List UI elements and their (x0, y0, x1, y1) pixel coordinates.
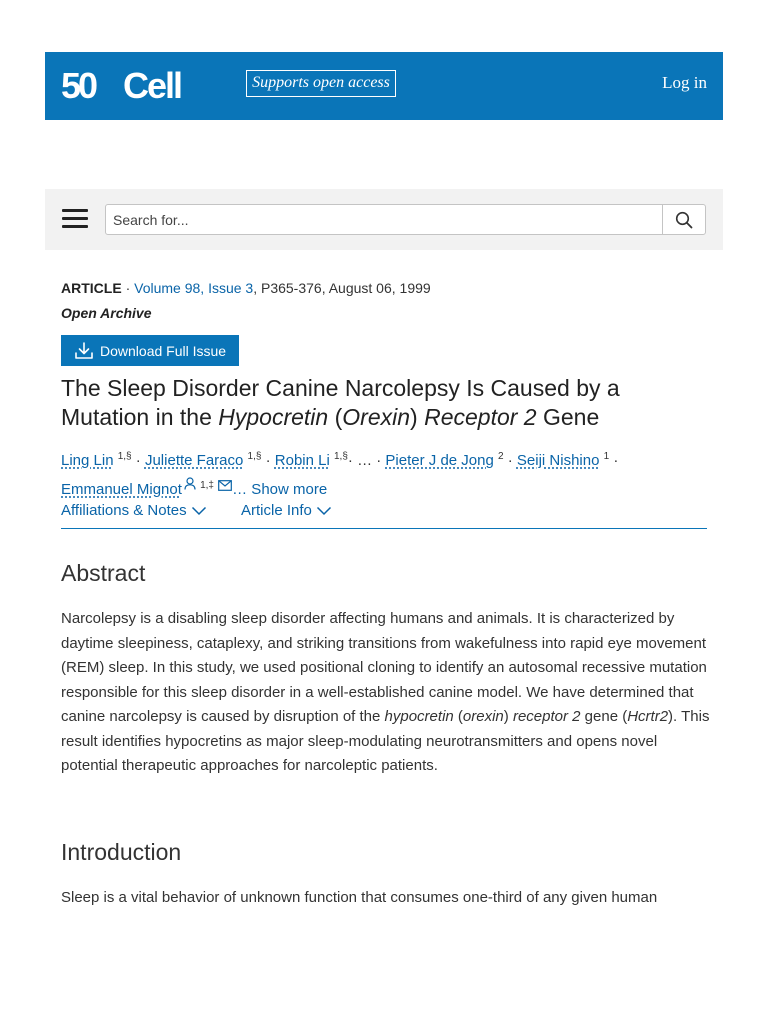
author-link[interactable]: Juliette Faraco (144, 452, 244, 469)
author-link[interactable]: Ling Lin (61, 452, 114, 469)
meta-separator: · (125, 280, 131, 296)
author-affiliation: 2 (498, 451, 504, 462)
article-tabs (61, 502, 707, 529)
email-icon[interactable] (218, 480, 232, 491)
author-ellipsis: … (357, 452, 373, 469)
open-access-badge[interactable]: Supports open access (246, 70, 396, 97)
person-icon (184, 477, 196, 490)
download-label: Download Full Issue (100, 342, 227, 359)
author-link[interactable]: Seiji Nishino (516, 452, 600, 469)
author-affiliation: 1,§ (117, 451, 132, 462)
author-affiliation: 1 (603, 451, 610, 462)
introduction-text: Sleep is a vital behavior of unknown function that consumes one-third of any given human (61, 889, 658, 906)
search-button[interactable] (662, 205, 705, 234)
download-full-issue-button[interactable] (61, 335, 239, 366)
tab-affiliations-notes[interactable]: Affiliations & Notes (61, 502, 207, 519)
author-list: Ling Lin $^{1,\S}$ · Juliette Faraco $^{1,\S}$ · Robin Li $^{1,\S}$· … · Pieter J de Jong $^2$ · Seiji Nishino $^1$ · Emmanuel Mignot $^{1,\ddagger}$ … Show more (61, 451, 619, 498)
chevron-down-icon (316, 506, 332, 516)
article-type: ARTICLE (61, 280, 122, 296)
show-more-link[interactable]: … Show more (232, 481, 328, 498)
search-icon (675, 211, 693, 229)
chevron-down-icon (191, 506, 207, 516)
menu-icon[interactable] (62, 209, 88, 229)
site-header (45, 52, 723, 120)
search-box (105, 204, 706, 235)
logo-number: 50 (61, 65, 96, 106)
introduction-heading: Introduction (61, 839, 182, 865)
search-input[interactable] (106, 205, 678, 234)
download-icon (74, 342, 94, 360)
author-affiliation: 1,‡ (200, 480, 214, 491)
search-bar (45, 189, 723, 250)
author-affiliation: 1,§ (247, 451, 262, 462)
author-link[interactable]: Emmanuel Mignot (61, 481, 182, 498)
article-meta (61, 280, 431, 296)
open-archive-label: Open Archive (61, 305, 152, 321)
logo-name: Cell (123, 65, 182, 106)
author-link[interactable]: Pieter J de Jong (385, 452, 494, 469)
login-link[interactable]: Log in (662, 73, 707, 92)
author-link[interactable]: Robin Li (274, 452, 330, 469)
article-title: The Sleep Disorder Canine Narcolepsy Is Caused by a Mutation in the Hypocretin (Orexin) Receptor 2 Gene (61, 375, 620, 430)
author-affiliation: 1,§ (334, 451, 348, 462)
abstract-text: Narcolepsy is a disabling sleep disorder affecting humans and animals. It is characterized by daytime sleepiness, cataplexy, and striking transitions from wakefulness into rapid eye movement (REM) sleep. In this study, we used positional cloning to identify an autosomal recessive mutation responsible for this sleep disorder in a well-established canine model. We have determined that canine narcolepsy is caused by disruption of the hypocretin (orexin) receptor 2 gene (Hcrtr2). This result identifies hypocretins as major sleep-modulating neurotransmitters and opens novel potential therapeutic approaches for narcoleptic patients. (61, 610, 710, 774)
abstract-heading: Abstract (61, 560, 146, 586)
pages-date: , P365-376, August 06, 1999 (253, 280, 431, 296)
tab-article-info[interactable]: Article Info (241, 502, 332, 519)
volume-issue-link[interactable]: Volume 98, Issue 3 (134, 280, 254, 296)
